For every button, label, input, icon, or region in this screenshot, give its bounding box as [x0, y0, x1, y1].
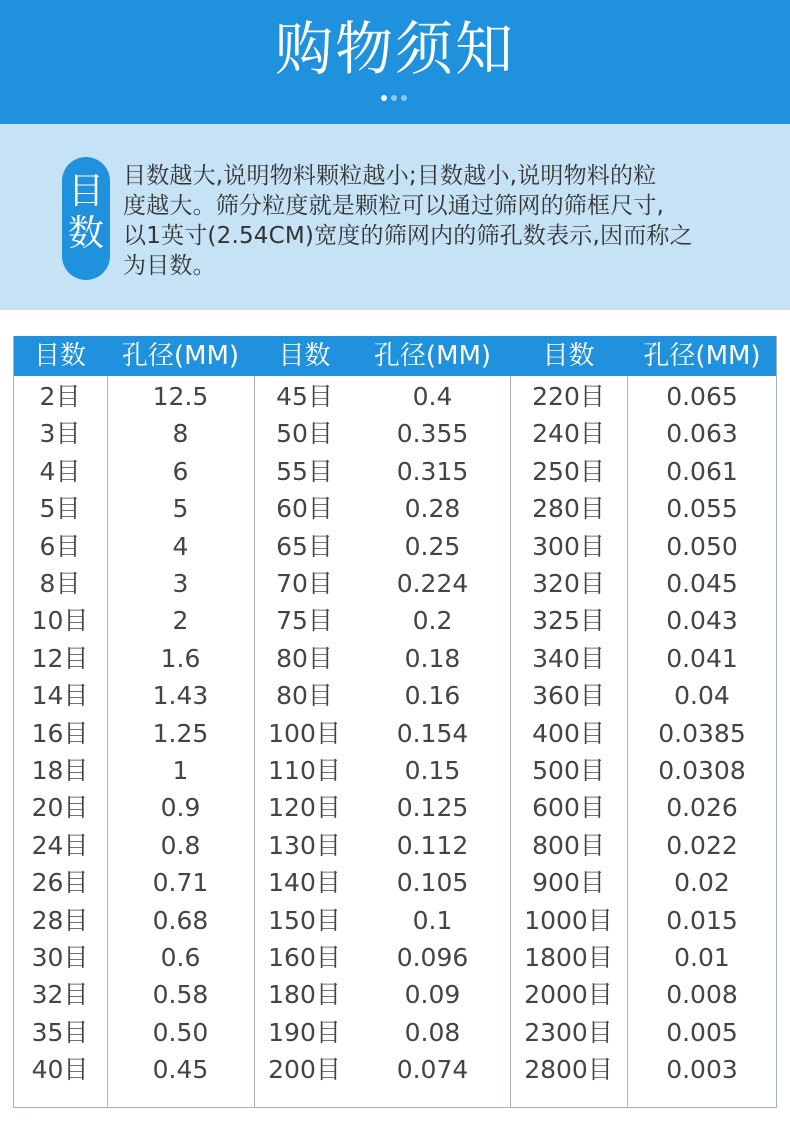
mesh-count-cell: 16目 — [31, 718, 89, 748]
aperture-cell: 4 — [172, 531, 189, 561]
aperture-cell: 0.154 — [396, 718, 469, 748]
description-text — [123, 161, 748, 281]
aperture-cell: 0.6 — [160, 943, 201, 972]
aperture-cell: 0.022 — [666, 830, 738, 860]
aperture-cell: 0.02 — [674, 868, 730, 898]
aperture-cell: 0.04 — [674, 681, 730, 711]
aperture-cell: 1.43 — [152, 681, 209, 711]
aperture-cell: 0.9 — [160, 793, 201, 823]
aperture-cell: 0.45 — [152, 1055, 209, 1085]
aperture-cell: 0.0308 — [658, 756, 746, 785]
description-line: 为目数。 — [123, 253, 216, 279]
mesh-count-cell: 2300目 — [524, 1017, 613, 1047]
mesh-count-cell: 45目 — [276, 382, 333, 411]
aperture-cell: 0.015 — [666, 905, 738, 935]
mesh-count-cell: 340目 — [532, 643, 605, 673]
mesh-count-cell: 325目 — [532, 606, 605, 636]
aperture-cell: 0.58 — [152, 980, 209, 1010]
aperture-cell: 0.8 — [160, 830, 201, 860]
aperture-cell: 0.105 — [396, 868, 469, 898]
aperture-cell: 0.4 — [412, 382, 453, 411]
aperture-cell: 0.18 — [404, 643, 461, 673]
mesh-count-cell: 14目 — [31, 681, 89, 711]
aperture-cell: 0.09 — [404, 980, 461, 1010]
mesh-count-cell: 18目 — [31, 756, 89, 785]
mesh-count-cell: 400目 — [532, 718, 605, 748]
description-line: 以1英寸(2.54CM)宽度的筛网内的筛孔数表示,因而称之 — [123, 223, 693, 249]
mesh-count-cell: 2800目 — [524, 1055, 613, 1085]
mesh-count-cell: 180目 — [268, 980, 341, 1010]
mesh-badge — [62, 157, 110, 280]
aperture-cell: 0.061 — [666, 456, 738, 486]
mesh-count-cell: 600目 — [532, 793, 605, 823]
mesh-count-cell: 3目 — [39, 419, 81, 449]
mesh-count-cell: 4目 — [39, 456, 81, 486]
column-header: 孔径(MM) — [373, 341, 492, 371]
aperture-cell: 1.6 — [160, 643, 201, 673]
aperture-cell: 2 — [172, 606, 189, 636]
mesh-count-cell: 55目 — [276, 456, 333, 486]
aperture-cell: 0.2 — [412, 606, 453, 636]
mesh-count-cell: 5目 — [39, 494, 81, 524]
aperture-cell: 0.005 — [666, 1017, 738, 1047]
aperture-cell: 6 — [172, 456, 189, 486]
indicator-dot — [391, 95, 397, 101]
aperture-cell: 8 — [172, 419, 189, 449]
column-header: 目数 — [33, 341, 86, 371]
aperture-cell: 0.355 — [396, 419, 469, 449]
aperture-cell: 0.315 — [396, 456, 469, 486]
mesh-count-cell: 8目 — [39, 569, 81, 598]
aperture-cell: 0.074 — [396, 1055, 469, 1085]
aperture-cell: 0.125 — [396, 793, 469, 823]
mesh-count-cell: 35目 — [31, 1017, 89, 1047]
aperture-cell: 0.045 — [666, 569, 738, 598]
badge-char: 数 — [67, 213, 104, 254]
mesh-count-cell: 24目 — [31, 830, 89, 860]
aperture-cell: 0.041 — [666, 643, 738, 673]
mesh-count-cell: 500目 — [532, 756, 605, 785]
mesh-count-cell: 20目 — [31, 793, 89, 823]
aperture-cell: 0.050 — [666, 531, 738, 561]
mesh-count-cell: 160目 — [268, 943, 341, 972]
aperture-cell: 0.063 — [666, 419, 738, 449]
mesh-count-cell: 2目 — [39, 382, 81, 411]
aperture-cell: 0.16 — [404, 681, 461, 711]
mesh-count-cell: 60目 — [276, 494, 333, 524]
header-banner — [0, 0, 790, 124]
mesh-count-cell: 360目 — [532, 681, 605, 711]
mesh-count-cell: 240目 — [532, 419, 605, 449]
mesh-count-cell: 65目 — [276, 531, 333, 561]
aperture-cell: 0.043 — [666, 606, 738, 636]
aperture-cell: 0.096 — [396, 943, 469, 972]
aperture-cell: 0.026 — [666, 793, 738, 823]
mesh-count-cell: 250目 — [532, 456, 605, 486]
mesh-count-cell: 32目 — [31, 980, 89, 1010]
mesh-count-cell: 28目 — [31, 905, 89, 935]
badge-char: 目 — [67, 171, 104, 212]
aperture-cell: 1 — [172, 756, 189, 785]
aperture-cell: 12.5 — [152, 382, 209, 411]
aperture-cell: 0.15 — [404, 756, 461, 785]
mesh-count-cell: 220目 — [532, 382, 605, 411]
mesh-count-cell: 1800目 — [524, 943, 613, 972]
mesh-count-cell: 50目 — [276, 419, 333, 449]
aperture-cell: 0.71 — [152, 868, 209, 898]
mesh-count-cell: 300目 — [532, 531, 605, 561]
column-header: 目数 — [542, 341, 595, 371]
aperture-cell: 0.50 — [152, 1017, 209, 1047]
mesh-count-cell: 150目 — [268, 905, 341, 935]
mesh-count-cell: 12目 — [31, 643, 89, 673]
mesh-count-cell: 1000目 — [524, 905, 613, 935]
mesh-size-table — [13, 336, 777, 1108]
aperture-cell: 0.08 — [404, 1017, 461, 1047]
mesh-count-cell: 70目 — [276, 569, 333, 598]
aperture-cell: 0.055 — [666, 494, 738, 524]
aperture-cell: 5 — [172, 494, 189, 524]
aperture-cell: 1.25 — [152, 718, 209, 748]
mesh-count-cell: 280目 — [532, 494, 605, 524]
mesh-count-cell: 75目 — [276, 606, 333, 636]
info-panel — [0, 124, 790, 310]
aperture-cell: 0.01 — [674, 943, 730, 972]
column-header: 孔径(MM) — [643, 341, 761, 371]
mesh-count-cell: 140目 — [268, 868, 341, 898]
column-header: 目数 — [278, 341, 331, 371]
table-header — [13, 336, 777, 376]
mesh-count-cell: 10目 — [31, 606, 89, 636]
mesh-count-cell: 190目 — [268, 1017, 341, 1047]
mesh-count-cell: 900目 — [532, 868, 605, 898]
mesh-count-cell: 100目 — [268, 718, 341, 748]
mesh-count-cell: 80目 — [276, 681, 333, 711]
mesh-count-cell: 26目 — [31, 868, 89, 898]
mesh-count-cell: 120目 — [268, 793, 341, 823]
aperture-cell: 0.003 — [666, 1055, 738, 1085]
description-line: 度越大。筛分粒度就是颗粒可以通过筛网的筛框尺寸, — [123, 193, 665, 219]
aperture-cell: 3 — [172, 569, 189, 598]
aperture-cell: 0.1 — [412, 905, 453, 935]
column-header: 孔径(MM) — [121, 341, 240, 371]
mesh-count-cell: 130目 — [268, 830, 341, 860]
mesh-count-cell: 80目 — [276, 643, 333, 673]
mesh-count-cell: 320目 — [532, 569, 605, 598]
table-border — [13, 1107, 777, 1108]
mesh-count-cell: 800目 — [532, 830, 605, 860]
aperture-cell: 0.112 — [396, 830, 469, 860]
aperture-cell: 0.25 — [404, 531, 461, 561]
indicator-dot — [401, 95, 407, 101]
mesh-count-cell: 6目 — [39, 531, 81, 561]
page-title: 购物须知 — [274, 15, 515, 83]
aperture-cell: 0.68 — [152, 905, 209, 935]
mesh-count-cell: 2000目 — [524, 980, 613, 1010]
aperture-cell: 0.224 — [396, 569, 469, 598]
aperture-cell: 0.28 — [404, 494, 461, 524]
aperture-cell: 0.0385 — [658, 718, 746, 748]
mesh-count-cell: 30目 — [31, 943, 89, 972]
mesh-count-cell: 40目 — [31, 1055, 89, 1085]
aperture-cell: 0.008 — [666, 980, 738, 1010]
description-line: 目数越大,说明物料颗粒越小;目数越小,说明物料的粒 — [123, 163, 657, 189]
mesh-count-cell: 110目 — [268, 756, 341, 785]
indicator-dot — [381, 95, 387, 101]
aperture-cell: 0.065 — [666, 382, 738, 411]
mesh-count-cell: 200目 — [268, 1055, 341, 1085]
